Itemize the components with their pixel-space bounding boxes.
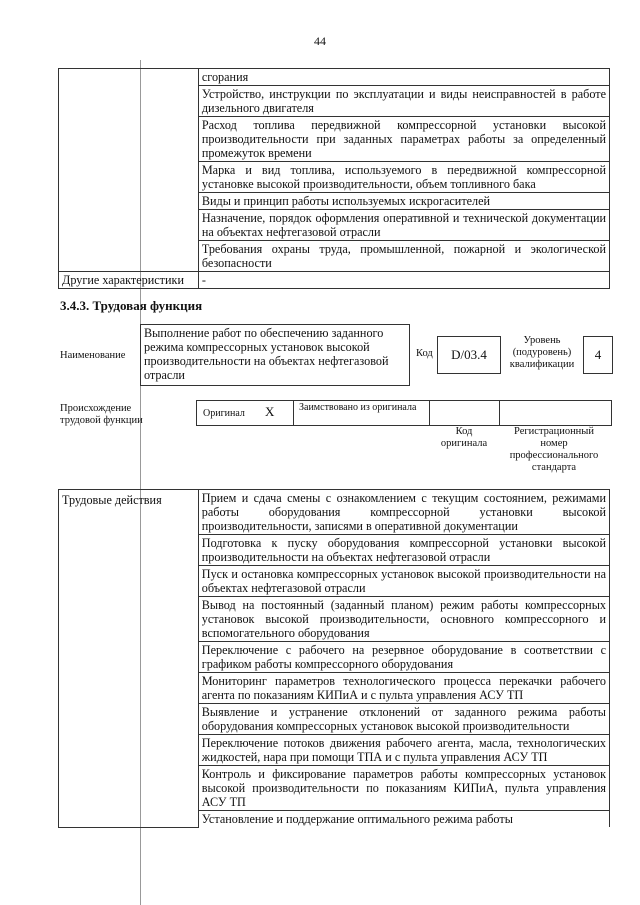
section-title: 3.4.3. Трудовая функция (60, 298, 203, 313)
code-label: Код (416, 348, 433, 359)
other-characteristics-label: Другие характеристики (59, 272, 199, 289)
knowledge-row: Виды и принцип работы используемых искрогасителей (198, 193, 609, 210)
knowledge-row: Расход топлива передвижной компрессорной установки высокой производительности при заданных параметрах работы за определенный промежуток времени (198, 117, 609, 162)
action-row: Установление и поддержание оптимального режима работы (198, 811, 609, 828)
origin-label: Происхождение трудовой функции (60, 403, 143, 426)
level-value: 4 (583, 336, 613, 374)
knowledge-row: Требования охраны труда, промышленной, пожарной и экологической безопасности (198, 241, 609, 272)
action-row: Подготовка к пуску оборудования компрессорной установки высокой производительности на объектах нефтегазовой отрасли (198, 535, 609, 566)
origin-divider (429, 401, 430, 425)
other-characteristics-value: - (198, 272, 609, 289)
origin-code-label: Код оригинала (440, 426, 488, 449)
origin-divider (499, 401, 500, 425)
name-value: Выполнение работ по обеспечению заданного режима компрессорных установок высокой производительности на объектах нефтегазовой отрасли (140, 324, 410, 386)
knowledge-label-cell (59, 69, 199, 272)
action-row: Пуск и остановка компрессорных установок высокой производительности на объектах нефтегазовой отрасли (198, 566, 609, 597)
action-row: Прием и сдача смены с ознакомлением с текущим состоянием, режимами работы оборудования компрессорной установки высокой производительности, записями в оперативной документации (198, 490, 609, 535)
action-row: Контроль и фиксирование параметров работы компрессорных установок высокой производительности по показаниям КИПиА, пульта управления АСУ ТП (198, 766, 609, 811)
origin-boxes (196, 400, 612, 426)
level-label: Уровень (подуровень) квалификации (509, 335, 575, 370)
origin-divider (293, 401, 294, 425)
action-row: Выявление и устранение отклонений от заданного режима работы оборудования компрессорных установок высокой производительности (198, 704, 609, 735)
code-value: D/03.4 (437, 336, 501, 374)
original-label: Оригинал (203, 408, 245, 419)
action-row: Вывод на постоянный (заданный планом) режим работы компрессорных установок высокой производительности, основного компрессорного и вспомогательного оборудования (198, 597, 609, 642)
knowledge-table (58, 68, 610, 289)
actions-table (58, 489, 610, 828)
action-row: Переключение с рабочего на резервное оборудование в соответствии с графиком работы компрессорного оборудования (198, 642, 609, 673)
name-label: Наименование (60, 350, 126, 361)
page-number: 44 (314, 34, 326, 48)
action-row: Мониторинг параметров технологического процесса перекачки рабочего агента по показаниям КИПиА и с пульта управления АСУ ТП (198, 673, 609, 704)
action-row: Переключение потоков движения рабочего агента, масла, технологических жидкостей, нара при помощи ТПА и с пульта управления АСУ ТП (198, 735, 609, 766)
reg-number-label: Регистрационный номер профессионального стандарта (509, 426, 599, 473)
borrowed-label: Заимствовано из оригинала (299, 402, 417, 413)
actions-label: Трудовые действия (59, 490, 199, 828)
knowledge-row: Марка и вид топлива, используемого в передвижной компрессорной установке высокой производительности, объем топливного бака (198, 162, 609, 193)
knowledge-row: сгорания (198, 69, 609, 86)
knowledge-row: Назначение, порядок оформления оперативной и технической документации на объектах нефтегазовой отрасли (198, 210, 609, 241)
original-mark: X (265, 404, 275, 419)
knowledge-row: Устройство, инструкции по эксплуатации и виды неисправностей в работе дизельного двигателя (198, 86, 609, 117)
